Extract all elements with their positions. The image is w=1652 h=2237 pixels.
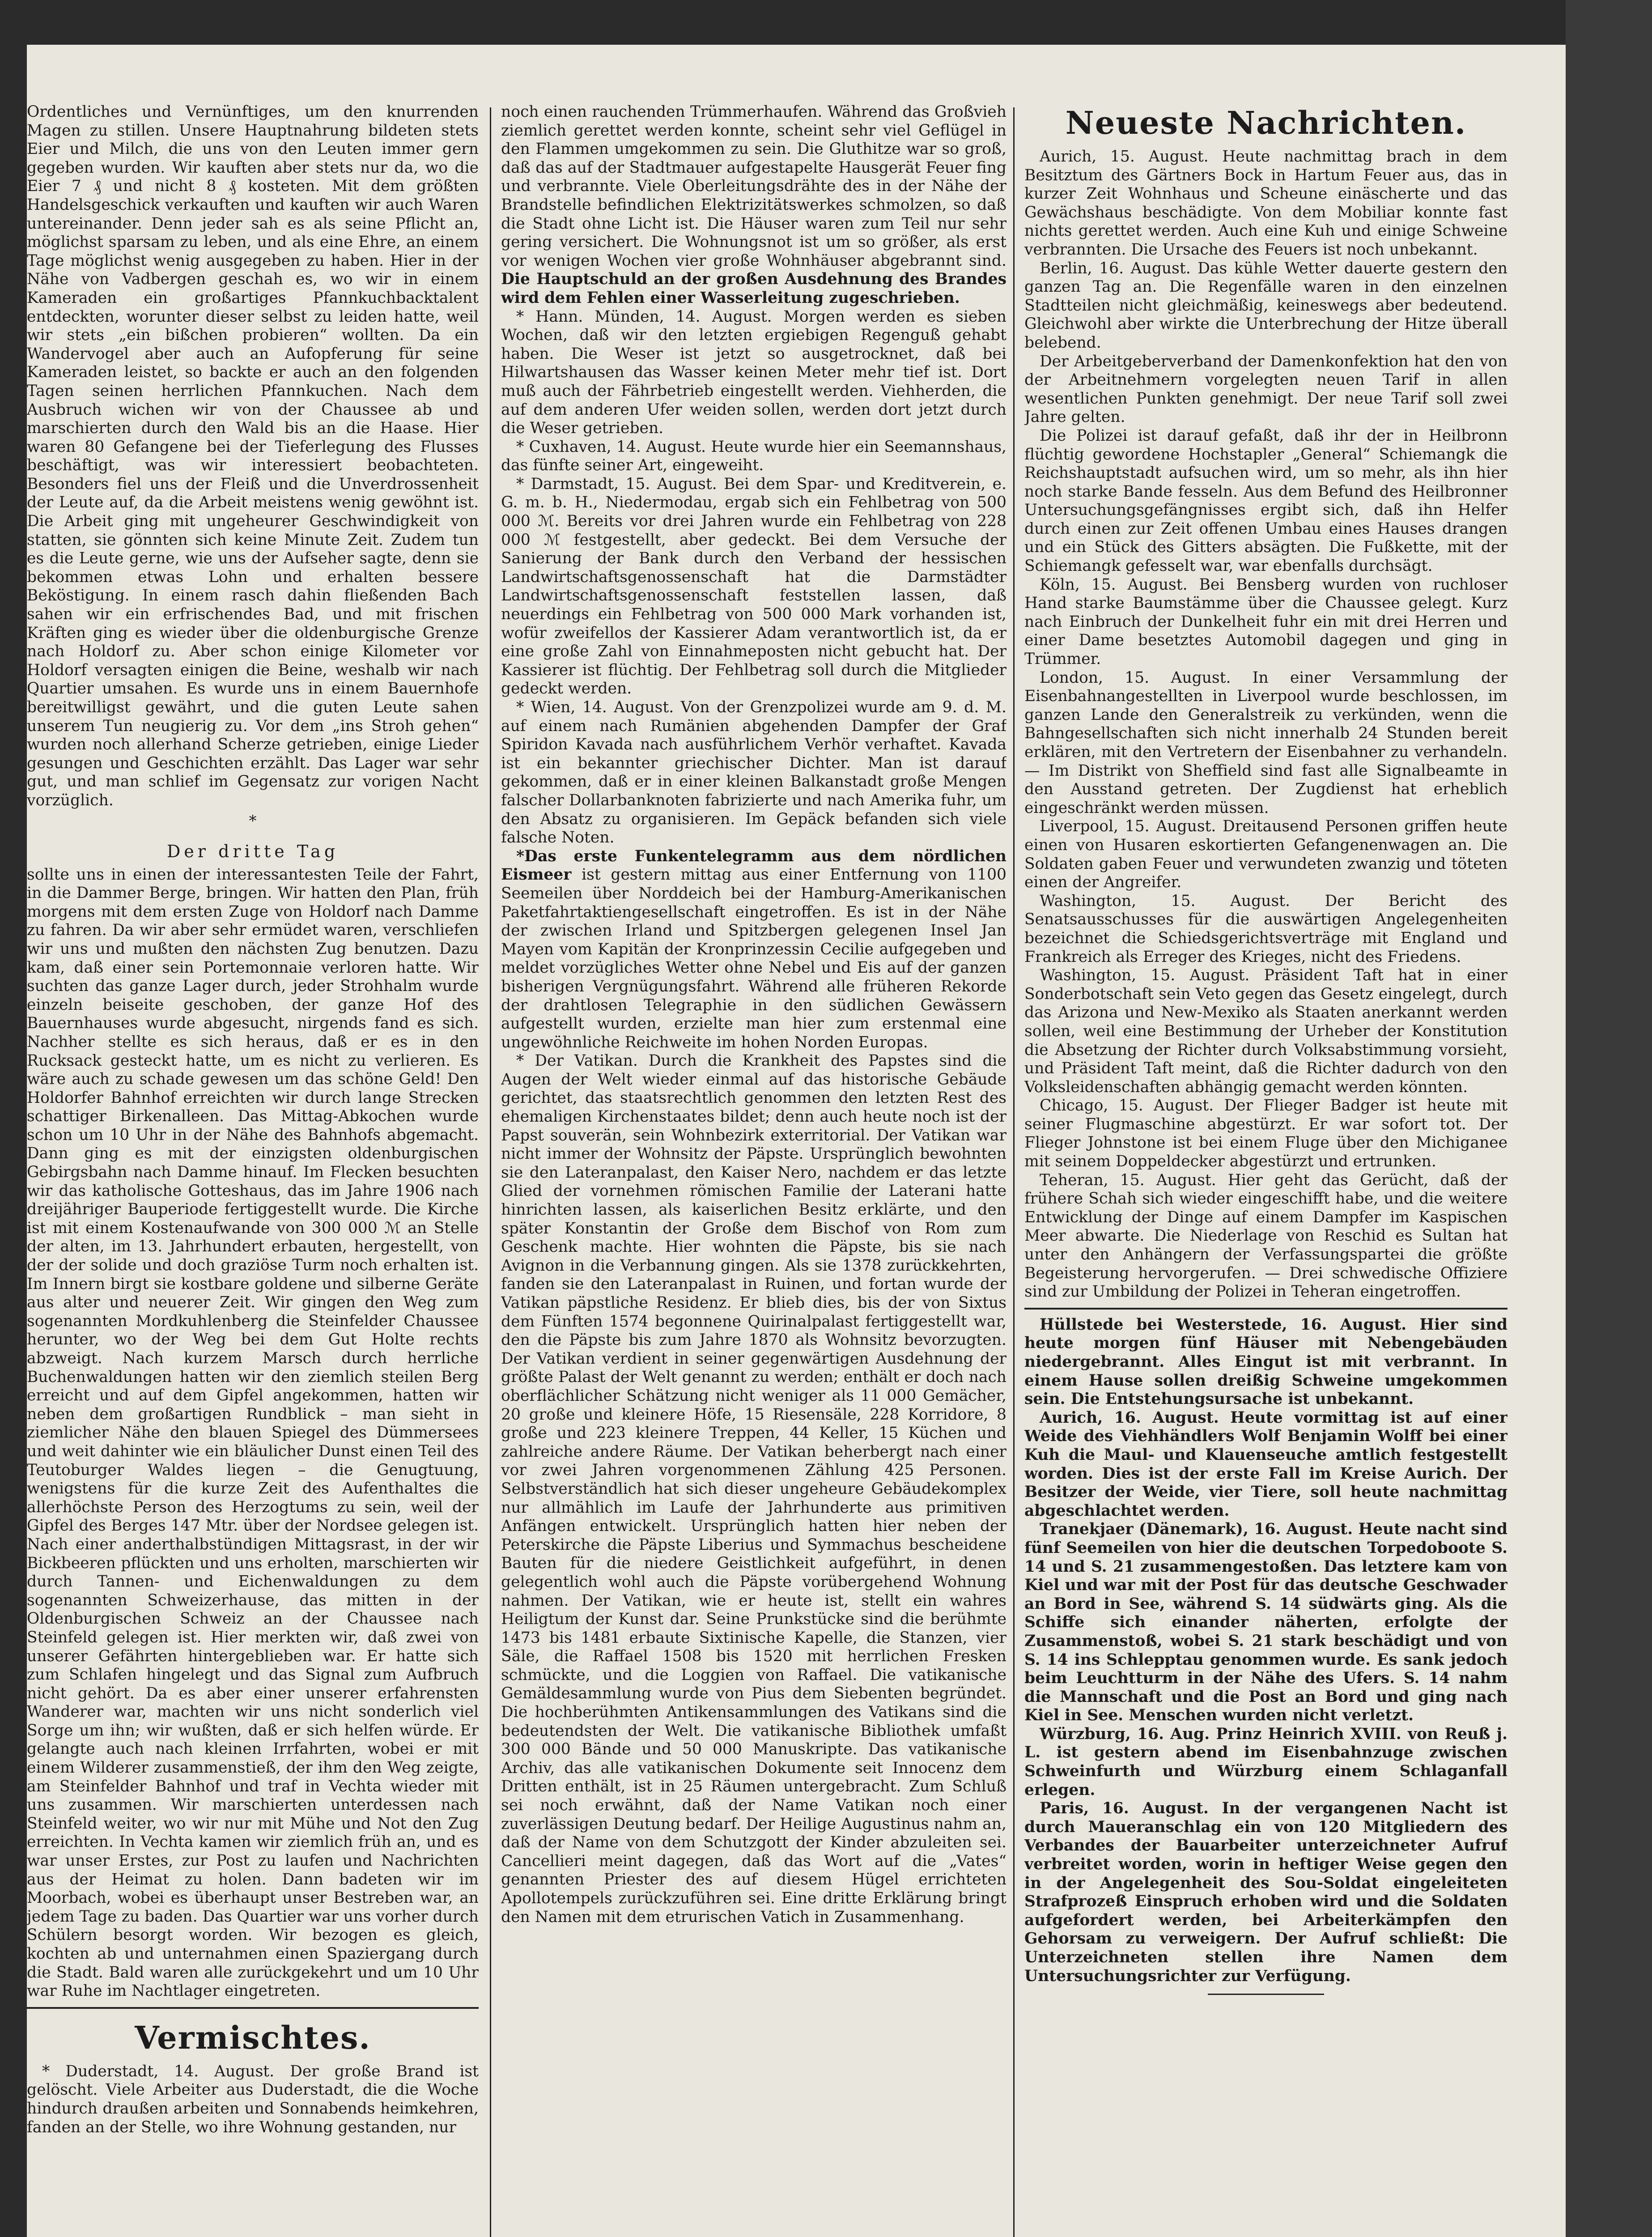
divider xyxy=(1024,1308,1508,1310)
news-item-wien: * Wien, 14. August. Von der Grenzpolizei wurde am 9. d. M. auf einem nach Rumänien abgehenden Dampfer der Graf Spiridon Kavada nach ausführlichem Verhör verhaftet. Kavada ist ein bekannter griechischer Dichter. Man ist darauf gekommen, daß er in einer kleinen Balkanstadt große Mengen falscher Dollarbanknoten fabrizierte und nach Amerika fuhr, um den Absatz zu organisieren. Im Gepäck befanden sich viele falsche Noten. xyxy=(501,698,1006,847)
divider xyxy=(27,2007,479,2009)
news-item: Der Arbeitgeberverband der Damenkonfektion hat den von der Arbeitnehmern vorgelegten neuen Tarif in allen wesentlichen Punkten genehmigt. Der neue Tarif soll zwei Jahre gelten. xyxy=(1024,352,1508,426)
news-item: Liverpool, 15. August. Dreitausend Personen griffen heute einen von Husaren eskortierten Gefangenenwagen an. Die Soldaten gaben Feuer und verwundeten zwanzig und töteten einen der Angreifer. xyxy=(1024,817,1508,892)
news-item-duderstadt: * Duderstadt, 14. August. Der große Brand ist gelöscht. Viele Arbeiter aus Duderstadt, die die Woche hindurch draußen arbeiten und Sonnabends heimkehren, fanden an der Stelle, wo ihre Wohnung gestanden, nur xyxy=(27,2062,479,2136)
news-item-cuxhaven: * Cuxhaven, 14. August. Heute wurde hier ein Seemannshaus, das fünfte seiner Art, eingeweiht. xyxy=(501,438,1006,475)
newspaper-page xyxy=(27,45,1566,2237)
news-item-late: Tranekjaer (Dänemark), 16. August. Heute nacht sind fünf Seemeilen von hier die deutschen Torpedoboote S. 14 und S. 21 zusammengestoßen. Das letztere kam von Kiel und war mit der Post für das deutsche Geschwader an Bord in See, während S. 14 südwärts ging. Als die Schiffe sich einander näherten, erfolgte der Zusammenstoß, wobei S. 21 stark beschädigt und von S. 14 ins Schlepptau genommen wurde. Es sank jedoch beim Leuchtturm in der Nähe des Ufers. S. 14 nahm die Mannschaft und die Post an Bord und ging nach Kiel in See. Menschen wurden nicht verletzt. xyxy=(1024,1520,1508,1725)
section-heading-neueste-nachrichten: Neueste Nachrichten. xyxy=(1065,104,1467,141)
article-third-day: sollte uns in einen der interessantesten Teile der Fahrt, in die Dammer Berge, bringen. Wir hatten den Plan, früh morgens mit dem ersten Zuge von Holdorf nach Damme zu fahren. Da wir aber sehr ermüdet waren, verschliefen wir uns und mußten den nächsten Zug benutzen. Dazu kam, daß einer sein Portemonnaie verloren hatte. Wir suchten das ganze Lager durch, jeder Strohhalm wurde einzeln beiseite geschoben, der ganze Hof des Bauernhauses wurde abgesucht, nirgends fand es sich. Nachher stellte es sich heraus, daß er es in den Rucksack gesteckt hatte, um es nicht zu verlieren. Es wäre auch zu schade gewesen um das schöne Geld! Den Holdorfer Bahnhof erreichten wir durch lange Strecken schattiger Birkenalleen. Das Mittag-Abkochen wurde schon um 10 Uhr in der Nähe des Bahnhofs abgemacht. Dann ging es mit der einzigsten oldenburgischen Gebirgsbahn nach Damme hinauf. Im Flecken besuchten wir das katholische Gotteshaus, das im Jahre 1906 nach dreijähriger Bauperiode fertiggestellt wurde. Die Kirche ist mit einem Kostenaufwande von 300 000 ℳ an Stelle der alten, im 13. Jahrhundert erbauten, hergestellt, von der der solide und doch graziöse Turm noch erhalten ist. Im Innern birgt sie kostbare goldene und silberne Geräte aus alter und neuerer Zeit. Wir gingen den Weg zum sogenannten Mordkuhlenberg die Steinfelder Chaussee herunter, wo der Weg bei dem Gut Holte rechts abzweigt. Nach kurzem Marsch durch herrliche Buchenwaldungen hatten wir den ziemlich steilen Berg erreicht und auf dem Gipfel angekommen, hatten wir neben dem großartigen Rundblick – man sieht in ziemlicher Nähe den blauen Spiegel des Dümmersees und weit dahinter wie ein bläulicher Dunst einen Teil des Teutoburger Waldes liegen – die Genugtuung, wenigstens für die kurze Zeit des Aufenthaltes die allerhöchste Person des Herzogtums zu sein, weil der Gipfel des Berges 147 Mtr. über der Nordsee gelegen ist. Nach einer anderthalbstündigen Mittagsrast, in der wir Bickbeeren pflückten und uns erholten, marschierten wir durch Tannen- und Eichenwaldungen zu dem sogenannten Schweizerhause, das mitten in der Oldenburgischen Schweiz an der Chaussee nach Steinfeld gelegen ist. Hier merkten wir, daß zwei von unserer Gefährten hintergeblieben war. Er hatte sich zum Schlafen hingelegt und das Signal zum Aufbruch nicht gehört. Da es aber einer unserer erfahrensten Wanderer war, machten wir uns nicht sonderlich viel Sorge um ihn; wir wußten, daß er sich helfen würde. Er gelangte auch nach kleinen Irrfahrten, wobei er mit einem Wilderer zusammenstieß, der ihm den Weg zeigte, am Steinfelder Bahnhof und traf in Vechta wieder mit uns zusammen. Wir marschierten unterdessen nach Steinfeld weiter, wo wir nur mit Mühe und Not den Zug erreichten. In Vechta kamen wir ziemlich früh an, und es war unser Erstes, zur Post zu laufen und Nachrichten aus der Heimat zu holen. Dann badeten wir im Moorbach, wobei es überhaupt unser Bestreben war, an jedem Tage zu baden. Das Quartier war uns vorher durch Schülern besorgt worden. Wir bezogen es gleich, kochten ab und unternahmen einen Spaziergang durch die Stadt. Bald waren alle zurückgekehrt und um 10 Uhr war Ruhe im Nachtlager eingetreten. xyxy=(27,865,479,2000)
news-item-vatikan: * Der Vatikan. Durch die Krankheit des Papstes sind die Augen der Welt wieder einmal auf das historische Gebäude gerichtet, das staatsrechtlich genommen den letzten Rest des ehemaligen Kirchenstaates bildet; denn auch heute noch ist der Papst souverän, sein Wohnbezirk exterritorial. Der Vatikan war nicht immer der Wohnsitz der Päpste. Ursprünglich bewohnten sie den Lateranpalast, den Kaiser Nero, nachdem er das letzte Glied der vornehmen römischen Familie der Laterani hatte hinrichten lassen, als kaiserlichen Besitz erklärte, und den später Konstantin der Große dem Bischof von Rom zum Geschenk machte. Hier wohnten die Päpste, bis sie nach Avignon in die Verbannung gingen. Als sie 1378 zurückkehrten, fanden sie den Lateranpalast in Ruinen, und fortan wurde der Vatikan päpstliche Residenz. Er blieb dies, bis der von Sixtus dem Fünften 1574 begonnene Quirinalpalast fertiggestellt war, den die Päpste bis zum Jahre 1870 als Wohnsitz bevorzugten. Der Vatikan verdient in seiner gegenwärtigen Ausdehnung der größte Palast der Welt genannt zu werden; enthält er doch nach oberflächlicher Schätzung nicht weniger als 11 000 Gemächer, 20 große und kleinere Höfe, 15 Riesensäle, 228 Korridore, 8 große und 223 kleinere Treppen, 44 Keller, 15 Küchen und zahlreiche andere Räume. Der Vatikan beherbergt nach einer vor zwei Jahren vorgenommenen Zählung 425 Personen. Selbstverständlich hat sich dieser ungeheure Gebäudekomplex nur allmählich im Laufe der Jahrhunderte aus primitiven Anfängen entwickelt. Ursprünglich hatten hier neben der Peterskirche die Päpste Liberius und Symmachus bescheidene Bauten für die niedere Geistlichkeit aufgeführt, in denen gelegentlich wohl auch die Päpste vorübergehend Wohnung nahmen. Der Vatikan, wie er heute ist, stellt ein wahres Heiligtum der Kunst dar. Seine Prunkstücke sind die berühmte 1473 bis 1481 erbaute Sixtinische Kapelle, die Stanzen, vier Säle, die Raffael 1508 bis 1520 mit herrlichen Fresken schmückte, und die Loggien von Raffael. Die vatikanische Gemäldesammlung wurde von Pius dem Siebenten begründet. Die hochberühmten Antikensammlungen des Vatikans sind die bedeutendsten der Welt. Die vatikanische Bibliothek umfaßt 300 000 Bände und 50 000 Manuskripte. Das vatikanische Archiv, das alle vatikanischen Dokumente seit Innocenz dem Dritten enthält, ist in 25 Räumen untergebracht. Zum Schluß sei noch erwähnt, daß der Name Vatikan noch einer zuverlässigen Deutung bedarf. Der Heilige Augustinus nahm an, daß der Name von dem Schutzgott der Kinder abzuleiten sei. Cancellieri meint dagegen, daß das Wort auf die „Vates“ genannten Priester des auf diesem Hügel errichteten Apollotempels zurückzuführen sei. Eine dritte Erklärung bringt den Namen mit dem etrurischen Vatich in Zusammenhang. xyxy=(501,1052,1006,1926)
section-heading-vermischtes: Vermischtes. xyxy=(135,2019,371,2056)
column-3 xyxy=(1024,103,1508,2003)
news-item: Die Polizei ist darauf gefaßt, daß ihr der in Heilbronn flüchtig gewordene Hochstapler „General“ Schiemangk die Reichshauptstadt aufsuchen wird, um so mehr, als ihn hier noch starke Bande fesseln. Aus dem Befund des Heilbronner Untersuchungsgefängnisses ergibt sich, daß ihn Helfer durch einen zur Zeit offenen Umbau eines Hauses drangen und ein Stück des Gitters absägten. Die Fußkette, mit der Schiemangk gefesselt war, war ebenfalls durchsägt. xyxy=(1024,426,1508,575)
news-item-duderstadt-cont xyxy=(501,103,1006,308)
news-item-late: Hüllstede bei Westerstede, 16. August. Hier sind heute morgen fünf Häuser mit Nebengebäuden niedergebrannt. Alles Eingut ist mit verbrannt. In einem Hause sollen dreißig Schweine umgekommen sein. Die Entstehungsursache ist unbekannt. xyxy=(1024,1315,1508,1408)
news-item: Köln, 15. August. Bei Bensberg wurden von ruchloser Hand starke Baumstämme über die Chaussee gelegt. Kurz nach Einbruch der Dunkelheit fuhr ein mit drei Herren und einer Dame besetztes Automobil dagegen und ging in Trümmer. xyxy=(1024,575,1508,668)
end-rule xyxy=(1208,1994,1324,1995)
text: noch einen rauchenden Trümmerhaufen. Während das Großvieh ziemlich gerettet werden konnte, scheint sehr viel Geflügel in den Flammen umgekommen zu sein. Die Gluthitze war so groß, daß das auf der Stadtmauer aufgestapelte Hausgerät Feuer fing und verbrannte. Viele Oberleitungsdrähte des in der Nähe der Brandstelle befindlichen Elektrizitätswerkes schmolzen, so daß die Stadt ohne Licht ist. Die Häuser waren zum Teil nur sehr gering versichert. Die Wohnungsnot ist um so größer, als erst vor wenigen Wochen vier große Wohnhäuser abgebrannt sind. xyxy=(501,103,1006,270)
article-continuation: Ordentliches und Vernünftiges, um den knurrenden Magen zu stillen. Unsere Hauptnahrung bildeten stets Eier und Milch, die uns von den Leuten immer gern gegeben wurden. Wir kauften aber stets nur da, wo die Eier 7 ₰ und nicht 8 ₰ kosteten. Mit dem größten Handelsgeschick verkauften und kauften wir auch Waren untereinander. Denn jeder sah es als seine Pflicht an, möglichst sparsam zu leben, und als eine Ehre, an einem Tage möglichst wenig ausgegeben zu haben. Hier in der Nähe von Vadbergen geschah es, wo wir in einem Kameraden ein großartiges Pfannkuchbacktalent entdeckten, worunter dieser selbst zu leiden hatte, weil wir stets „ein bißchen probieren“ wollten. Da ein Wandervogel aber auch an Aufopferung für seine Kameraden leistet, so backte er auch an den folgenden Tagen seinen herrlichen Pfannkuchen. Nach dem Ausbruch wichen wir von der Chaussee ab und marschierten durch den Wald bis an die Haase. Hier waren 80 Gefangene bei der Tieferlegung des Flusses beschäftigt, was wir interessiert beobachteten. Besonders fiel uns der Fleiß und die Unverdrossenheit der Leute auf, da die Arbeit meistens wenig gewöhnt ist. Die Arbeit ging mit ungeheurer Geschwindigkeit von statten, sie gönnten sich keine Minute Zeit. Zudem tun es die Leute gerne, wie uns der Aufseher sagte, denn sie bekommen etwas Lohn und erhalten bessere Beköstigung. In einem rasch dahin fließenden Bach sahen wir ein erfrischendes Bad, und mit frischen Kräften ging es wieder über die oldenburgische Grenze nach Holdorf zu. Aber schon einige Kilometer vor Holdorf versagten einigen die Beine, weshalb wir nach Quartier umsahen. Es wurde uns in einem Bauernhofe bereitwilligst gewährt, und die guten Leute sahen unserem Tun neugierig zu. Vor dem „ins Stroh gehen“ wurden noch allerhand Scherze getrieben, einige Lieder gesungen und Geschichten erzählt. Das Lager war sehr gut, und man schlief im Gegensatz zur vorigen Nacht vorzüglich. xyxy=(27,103,479,809)
news-item: Washington, 15. August. Der Bericht des Senatsausschusses für die auswärtigen Angelegenheiten bezeichnet die Schiedsgerichtsverträge mit England und Frankreich als Erreger des Krieges, nicht des Friedens. xyxy=(1024,892,1508,966)
news-item: Aurich, 15. August. Heute nachmittag brach in dem Besitztum des Gärtners Bock in Hartum Feuer aus, das in kurzer Zeit Wohnhaus und Scheune einäscherte und das Gewächshaus beschädigte. Von dem Mobiliar konnte fast nichts gerettet werden. Auch eine Kuh und einige Schweine verbrannten. Die Ursache des Feuers ist noch unbekannt. xyxy=(1024,148,1508,259)
scan-edge xyxy=(1566,0,1652,2237)
news-item: Washington, 15. August. Präsident Taft hat in einer Sonderbotschaft sein Veto gegen das Gesetz eingelegt, durch das Arizona und New-Mexiko als Staaten anerkannt werden sollen, weil eine Bestimmung der Urheber der Konstitution die Absetzung der Richter durch Volksabstimmung vorsieht, und Präsident Taft meint, daß die Richter dadurch von den Volksleidenschaften abhängig gemacht werden könnten. xyxy=(1024,966,1508,1096)
news-item-funkentelegramm xyxy=(501,847,1006,1052)
column-rule xyxy=(1013,107,1015,2237)
bold-text: *Das erste Funkentelegramm aus dem nördlichen Eismeer xyxy=(501,847,1006,884)
news-item-late: Würzburg, 16. Aug. Prinz Heinrich XVIII. von Reuß j. L. ist gestern abend im Eisenbahnzuge zwischen Schweinfurth und Würzburg einem Schlaganfall erlegen. xyxy=(1024,1725,1508,1799)
news-item: London, 15. August. In einer Versammlung der Eisenbahnangestellten in Liverpool wurde beschlossen, im ganzen Lande den Generalstreik zu verkünden, wenn die Bahngesellschaften sich nicht innerhalb 24 Stunden bereit erklären, mit den Vertretern der Eisenbahner zu verhandeln. — Im Distrikt von Sheffield sind fast alle Signalbeamte in den Ausstand getreten. Der Zugdienst hat erheblich eingeschränkt werden müssen. xyxy=(1024,668,1508,817)
column-1 xyxy=(27,103,479,2137)
news-item: Chicago, 15. August. Der Flieger Badger ist heute mit seiner Flugmaschine abgestürzt. Er war sofort tot. Der Flieger Johnstone ist bei einem Fluge über den Michiganee mit seinem Doppeldecker abgestürzt und ertrunken. xyxy=(1024,1097,1508,1171)
news-item: Teheran, 15. August. Hier geht das Gerücht, daß der frühere Schah sich wieder eingeschifft habe, und die weitere Entwicklung der Dinge auf einem Dampfer im Kaspischen Meer abwarte. Die Niederlage von Reschid es Sultan hat unter den Anhängern der Verfassungspartei die größte Begeisterung hervorgerufen. — Drei schwedische Offiziere sind zur Umbildung der Polizei in Teheran eingetroffen. xyxy=(1024,1171,1508,1301)
column-rule xyxy=(490,107,491,2237)
column-2 xyxy=(501,103,1006,1927)
bold-text: Die Hauptschuld an der großen Ausdehnung des Brandes wird dem Fehlen einer Wasserleitung zugeschrieben. xyxy=(501,270,1006,307)
news-item: Berlin, 16. August. Das kühle Wetter dauerte gestern den ganzen Tag an. Die Regenfälle waren in den einzelnen Stadtteilen nicht gleichmäßig, keineswegs aber bedeutend. Gleichwohl aber wirkte die Unterbrechung der Hitze überall belebend. xyxy=(1024,259,1508,352)
news-item-late: Aurich, 16. August. Heute vormittag ist auf einer Weide des Viehhändlers Wolf Benjamin Wolff bei einer Kuh die Maul- und Klauenseuche amtlich festgestellt worden. Dies ist der erste Fall im Kreise Aurich. Der Besitzer der Weide, vier Tiere, soll heute nachmittag abgeschlachtet werden. xyxy=(1024,1408,1508,1520)
news-item-late: Paris, 16. August. In der vergangenen Nacht ist durch Maueranschlag ein von 120 Mitgliedern des Verbandes der Bauarbeiter unterzeichneter Aufruf verbreitet worden, worin in heftiger Weise gegen den in der Angelegenheit des Sou-Soldat eingeleiteten Strafprozeß Einspruch erhoben wird und die Soldaten aufgefordert werden, bei Arbeiterkämpfen den Gehorsam zu verweigern. Der Aufruf schließt: Die Unterzeichneten stellen ihre Namen dem Untersuchungsrichter zur Verfügung. xyxy=(1024,1799,1508,1985)
news-item-darmstadt: * Darmstadt, 15. August. Bei dem Spar- und Kreditverein, e. G. m. b. H., Niedermodau, ergab sich ein Fehlbetrag von 500 000 ℳ. Bereits vor drei Jahren wurde ein Fehlbetrag von 228 000 ℳ festgestellt, aber gedeckt. Bei dem Versuche der Sanierung der Bank durch den Verband der hessischen Landwirtschaftsgenossenschaft hat die Darmstädter Landwirtschaftsgenossenschaft feststellen lassen, daß neuerdings ein Fehlbetrag von 500 000 Mark vorhanden ist, wofür zweifellos der Kassierer Adam verantwortlich ist, da er eine große Zahl von Einnahmeposten nicht gebucht hat. Der Kassierer ist flüchtig. Der Fehlbetrag soll durch die Mitglieder gedeckt werden. xyxy=(501,475,1006,698)
section-subheading: Der dritte Tag xyxy=(166,841,339,861)
news-item-hann-muenden: * Hann. Münden, 14. August. Morgen werden es sieben Wochen, daß wir den letzten ergiebigen Regenguß gehabt haben. Die Weser ist jetzt so ausgetrocknet, daß bei Hilwartshausen das Wasser keinen Meter mehr tief ist. Dort muß auch der Fährbetrieb eingestellt werden. Viehherden, die auf dem anderen Ufer weiden sollen, werden dort jetzt durch die Weser getrieben. xyxy=(501,307,1006,438)
text: ist gestern mittag aus einer Entfernung von 1100 Seemeilen über Norddeich bei der Hamburg-Amerikanischen Paketfahrtaktiengesellschaft eingetroffen. Es ist in der Nähe der zwischen Irland und Spitzbergen gelegenen Insel Jan Mayen vom Kapitän der Kronprinzessin Cecilie aufgegeben und meldet vorzügliches Wetter ohne Nebel und Eis auf der ganzen bisherigen Vergnügungsfahrt. Während alle früheren Rekorde der drahtlosen Telegraphie in den südlichen Gewässern aufgestellt wurden, erzielte man hier zum erstenmal eine ungewöhnliche Reichweite im hohen Norden Europas. xyxy=(501,866,1006,1051)
separator-star: * xyxy=(249,812,257,830)
